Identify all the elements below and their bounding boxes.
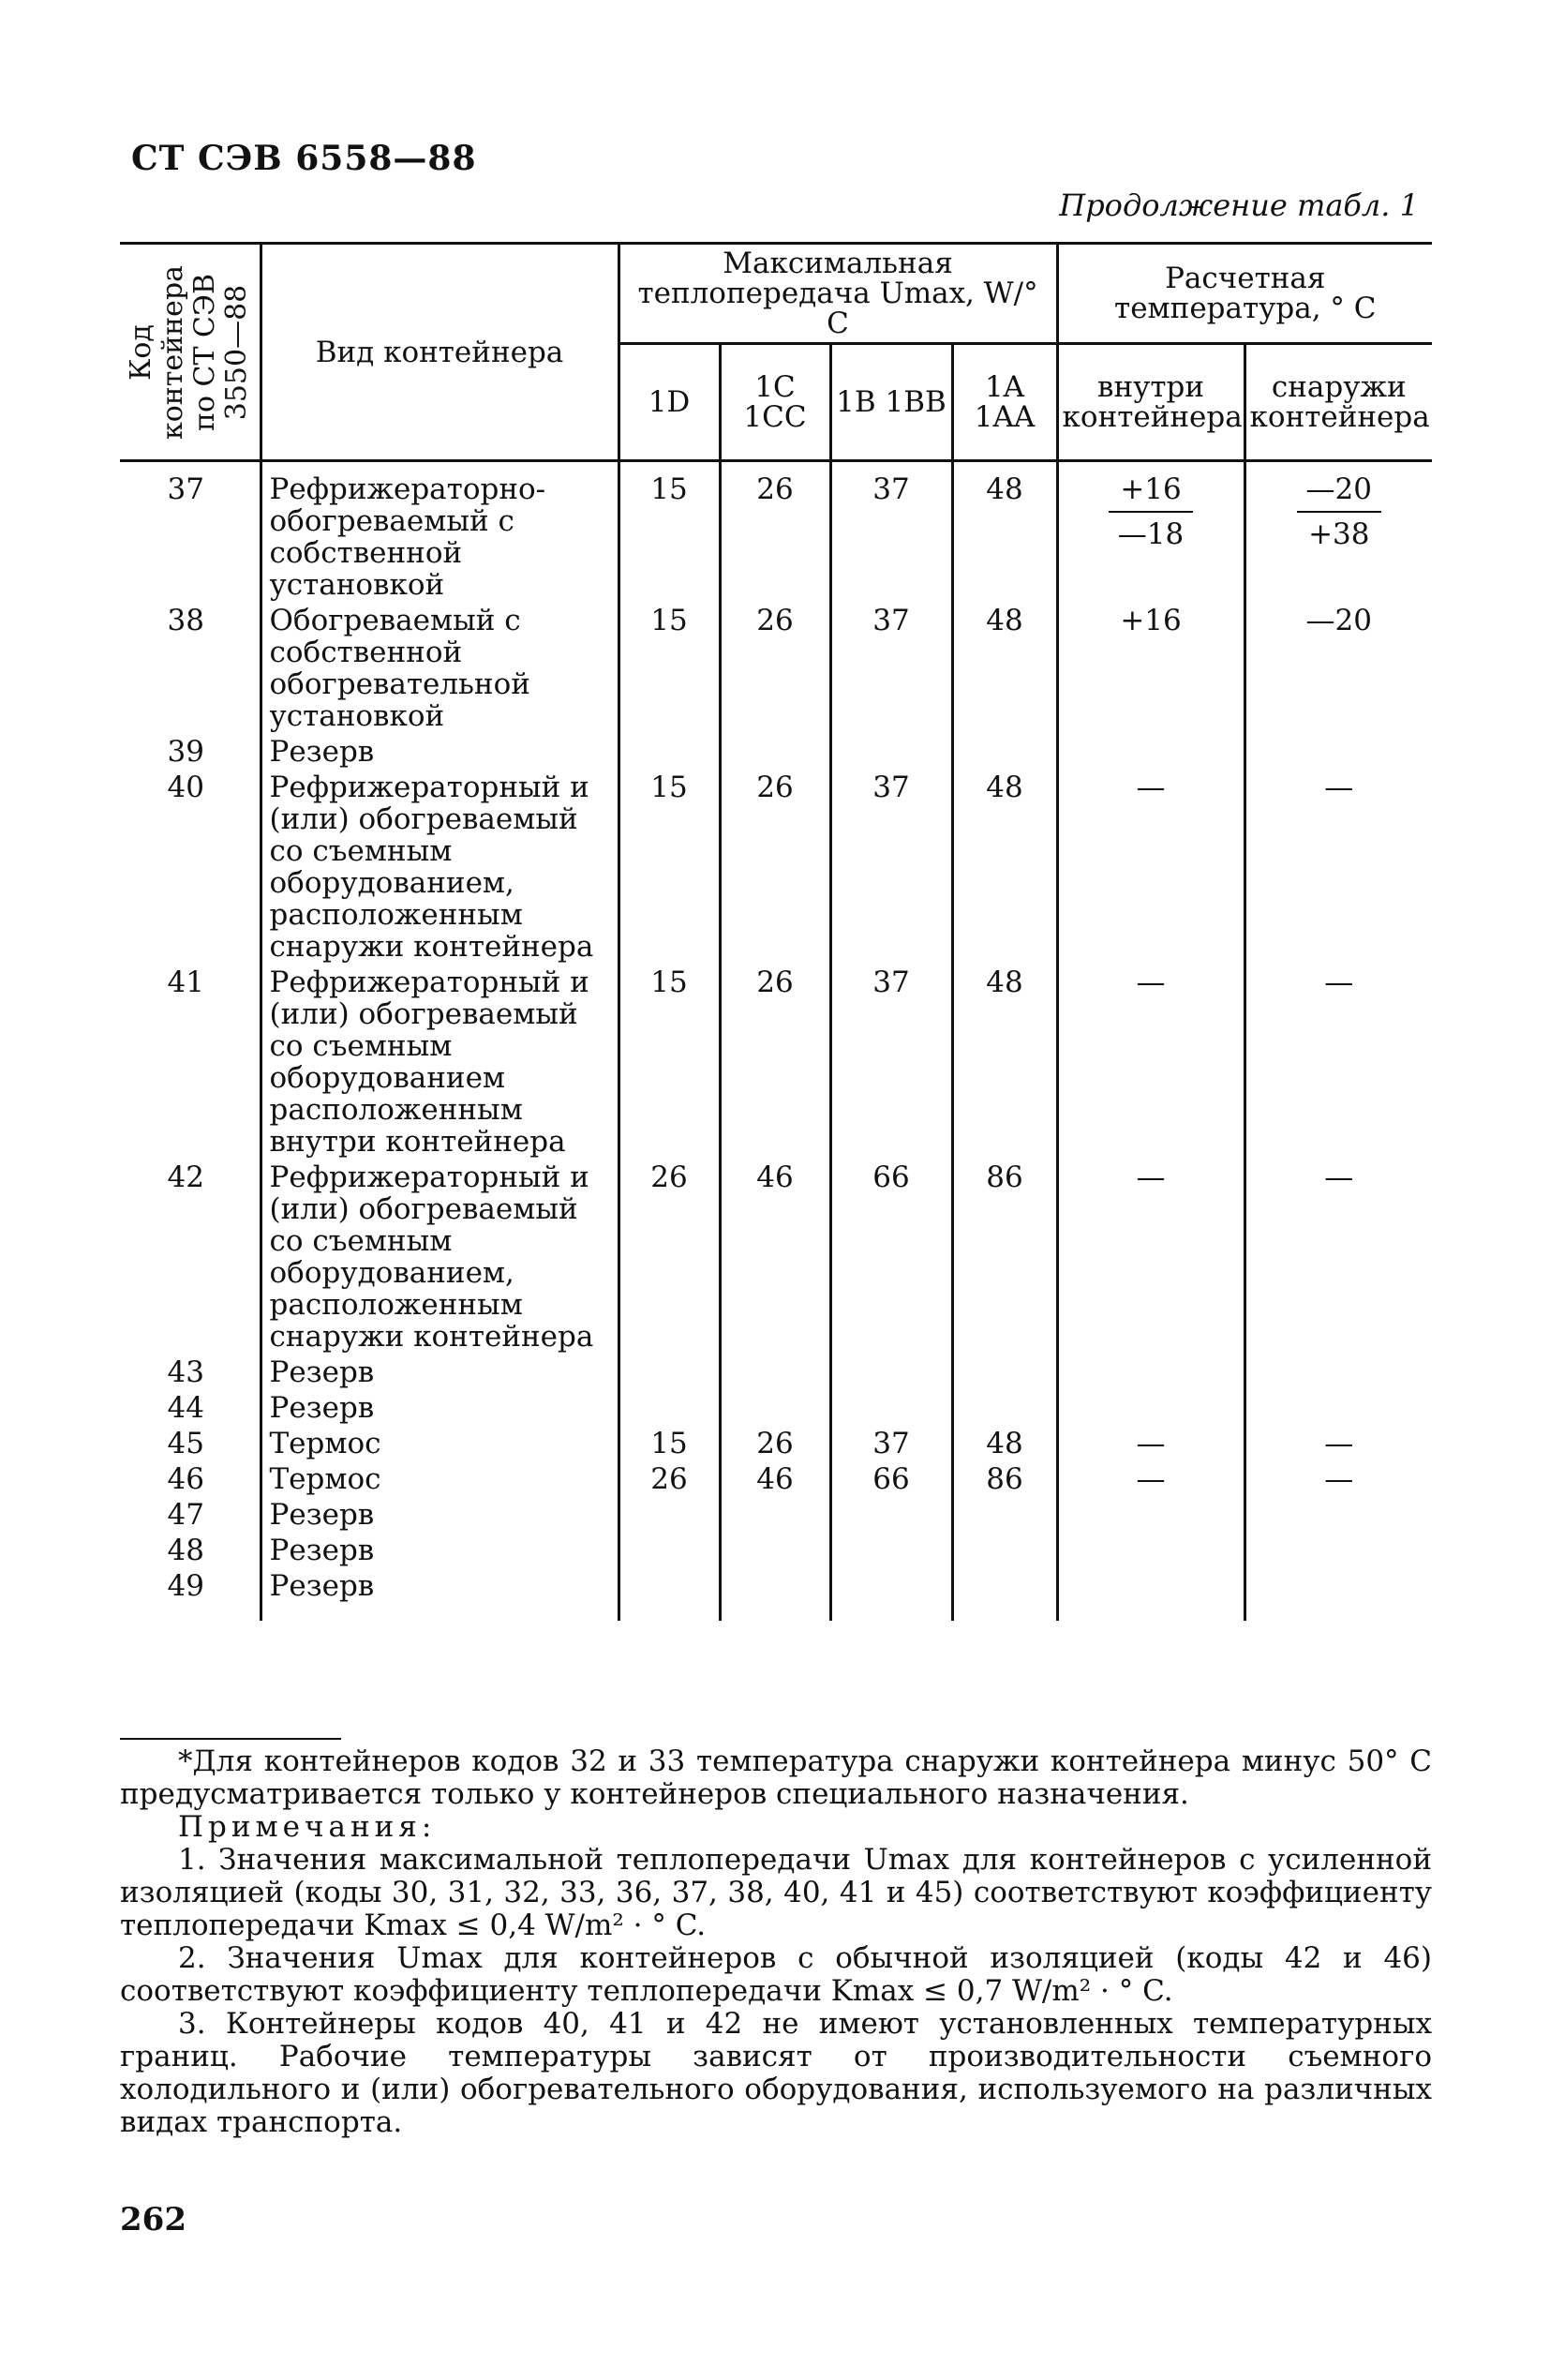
header-1a: 1A 1AA [952, 344, 1057, 461]
cell-1b [830, 1355, 952, 1390]
cell-outside [1244, 734, 1432, 770]
cell-1b: 37 [830, 461, 952, 604]
cell-1c [720, 1568, 830, 1621]
cell-1b [830, 1533, 952, 1568]
cell-type: Резерв [261, 1568, 619, 1621]
cell-outside: —20 [1244, 603, 1432, 734]
header-1d: 1D [619, 344, 720, 461]
cell-code: 49 [167, 1569, 204, 1603]
cell-1a: 48 [952, 1426, 1057, 1461]
table-row [120, 770, 1432, 965]
cell-inside: — [1057, 1160, 1244, 1355]
cell-outside [1244, 1355, 1432, 1390]
cell-code: 47 [167, 1498, 204, 1532]
cell-outside [1244, 1497, 1432, 1533]
footnotes [120, 1745, 1432, 2139]
header-outside: снаружи контейнера [1244, 344, 1432, 461]
cell-1a [952, 734, 1057, 770]
temperature-range: $\frac{—20}{+38}$ [1297, 473, 1381, 550]
cell-outside: — [1244, 770, 1432, 965]
table-row [120, 734, 1432, 770]
cell-1a: 86 [952, 1461, 1057, 1497]
cell-1c: 26 [720, 461, 830, 604]
table-row [120, 1461, 1432, 1497]
cell-type: Резерв [261, 1497, 619, 1533]
cell-1a: 48 [952, 603, 1057, 734]
cell-outside: — [1244, 1461, 1432, 1497]
cell-code: 42 [167, 1160, 204, 1194]
table-row [120, 1390, 1432, 1426]
cell-code: 38 [167, 604, 204, 637]
cell-inside [1057, 1355, 1244, 1390]
cell-1a: 48 [952, 461, 1057, 604]
container-table [120, 242, 1432, 1621]
cell-1d [619, 1533, 720, 1568]
cell-type: Резерв [261, 734, 619, 770]
cell-1d: 15 [619, 1426, 720, 1461]
table-continuation-label: Продолжение табл. 1 [1059, 187, 1419, 223]
cell-1d: 15 [619, 965, 720, 1160]
cell-1c [720, 1533, 830, 1568]
cell-inside [1057, 734, 1244, 770]
cell-1d [619, 1355, 720, 1390]
table-row [120, 1533, 1432, 1568]
cell-1a [952, 1355, 1057, 1390]
cell-type: Рефрижераторный и (или) обогреваемый со съемным оборудованием, расположенным снаружи контейнера [261, 1160, 619, 1355]
cell-inside: — [1057, 1426, 1244, 1461]
cell-1c [720, 1355, 830, 1390]
header-inside: внутри контейнера [1057, 344, 1244, 461]
footnote-divider [120, 1738, 341, 1740]
cell-code: 37 [167, 472, 204, 506]
cell-1d: 15 [619, 603, 720, 734]
cell-1a: 86 [952, 1160, 1057, 1355]
cell-type: Рефрижераторный и (или) обогреваемый со съемным оборудованием расположенным внутри контейнера [261, 965, 619, 1160]
table-row [120, 1160, 1432, 1355]
cell-1a [952, 1390, 1057, 1426]
table-row [120, 1426, 1432, 1461]
cell-inside: — [1057, 965, 1244, 1160]
header-design-temperature: Расчетная температура, ° C [1057, 244, 1432, 344]
cell-inside: — [1057, 1461, 1244, 1497]
cell-1d [619, 734, 720, 770]
table-row [120, 603, 1432, 734]
cell-inside [1057, 1533, 1244, 1568]
cell-1b [830, 1390, 952, 1426]
document-id: СТ СЭВ 6558—88 [131, 139, 477, 178]
table-row [120, 1355, 1432, 1390]
header-code: Код контейнера по СТ СЭВ 3550—88 [120, 244, 261, 461]
cell-code: 40 [167, 771, 204, 804]
cell-1b [830, 1497, 952, 1533]
cell-code: 39 [167, 735, 204, 769]
cell-inside [1057, 1390, 1244, 1426]
cell-1b: 37 [830, 770, 952, 965]
cell-1c: 26 [720, 770, 830, 965]
cell-1a [952, 1568, 1057, 1621]
cell-outside [1244, 1533, 1432, 1568]
table-row [120, 965, 1432, 1160]
notes-title: Примечания: [178, 1810, 437, 1844]
cell-1b: 37 [830, 965, 952, 1160]
cell-outside [1244, 1390, 1432, 1426]
cell-inside [1057, 1568, 1244, 1621]
note-1: 1. Значения максимальной теплопередачи Umax для контейнеров с усиленной изоляцией (коды 30, 31, 32, 33, 36, 37, 38, 40, 41 и 45) соответствуют коэффициенту теплопередачи Kmax ≤ 0,4 W/m² · ° C. [120, 1843, 1432, 1942]
cell-1b: 66 [830, 1160, 952, 1355]
cell-type: Термос [261, 1461, 619, 1497]
cell-1d: 15 [619, 461, 720, 604]
cell-1d [619, 1390, 720, 1426]
cell-1a: 48 [952, 770, 1057, 965]
cell-1b: 37 [830, 603, 952, 734]
cell-outside: — [1244, 1426, 1432, 1461]
cell-outside: — [1244, 965, 1432, 1160]
cell-code: 43 [167, 1355, 204, 1389]
note-3: 3. Контейнеры кодов 40, 41 и 42 не имеют установленных температурных границ. Рабочие температуры зависят от производительности съемного холодильного и (или) обогревательного оборудования, используемого на различных видах транспорта. [120, 2007, 1432, 2139]
table-row [120, 1568, 1432, 1621]
cell-1c: 46 [720, 1160, 830, 1355]
table-row [120, 461, 1432, 604]
header-heat-transfer: Максимальная теплопередача Umax, W/° C [619, 244, 1057, 344]
cell-1c: 26 [720, 1426, 830, 1461]
cell-1c [720, 1497, 830, 1533]
cell-code: 45 [167, 1427, 204, 1460]
cell-1d [619, 1568, 720, 1621]
cell-type: Обогреваемый с собственной обогревательной установкой [261, 603, 619, 734]
cell-code: 44 [167, 1391, 204, 1425]
cell-code: 48 [167, 1534, 204, 1567]
cell-code: 46 [167, 1462, 204, 1496]
cell-type: Резерв [261, 1390, 619, 1426]
cell-1c: 26 [720, 965, 830, 1160]
cell-1c: 46 [720, 1461, 830, 1497]
note-2: 2. Значения Umax для контейнеров с обычной изоляцией (коды 42 и 46) соответствуют коэффициенту теплопередачи Kmax ≤ 0,7 W/m² · ° C. [120, 1941, 1432, 2008]
cell-inside: — [1057, 770, 1244, 965]
page-number: 262 [120, 2201, 186, 2238]
cell-outside [1244, 1568, 1432, 1621]
cell-1b: 66 [830, 1461, 952, 1497]
cell-1a: 48 [952, 965, 1057, 1160]
cell-1a [952, 1533, 1057, 1568]
cell-1d: 15 [619, 770, 720, 965]
header-type: Вид контейнера [261, 244, 619, 461]
cell-1b: 37 [830, 1426, 952, 1461]
cell-outside [1244, 461, 1432, 604]
cell-type: Резерв [261, 1355, 619, 1390]
cell-1c [720, 734, 830, 770]
cell-type: Рефрижераторно-обогреваемый с собственной установкой [261, 461, 619, 604]
header-1c: 1C 1CC [720, 344, 830, 461]
cell-type: Резерв [261, 1533, 619, 1568]
cell-1d [619, 1497, 720, 1533]
cell-1c [720, 1390, 830, 1426]
cell-1b [830, 1568, 952, 1621]
table-row [120, 1497, 1432, 1533]
header-1b: 1B 1BB [830, 344, 952, 461]
footnote-star: *Для контейнеров кодов 32 и 33 температура снаружи контейнера минус 50° C предусматривается только у контейнеров специального назначения. [120, 1744, 1432, 1811]
cell-1b [830, 734, 952, 770]
cell-type: Рефрижераторный и (или) обогреваемый со съемным оборудованием, расположенным снаружи контейнера [261, 770, 619, 965]
temperature-range: $\frac{+16}{—18}$ [1109, 473, 1193, 550]
cell-code: 41 [167, 965, 204, 999]
cell-type: Термос [261, 1426, 619, 1461]
cell-inside [1057, 461, 1244, 604]
cell-1d: 26 [619, 1461, 720, 1497]
cell-inside [1057, 1497, 1244, 1533]
cell-1d: 26 [619, 1160, 720, 1355]
cell-1c: 26 [720, 603, 830, 734]
cell-outside: — [1244, 1160, 1432, 1355]
cell-1a [952, 1497, 1057, 1533]
cell-inside: +16 [1057, 603, 1244, 734]
